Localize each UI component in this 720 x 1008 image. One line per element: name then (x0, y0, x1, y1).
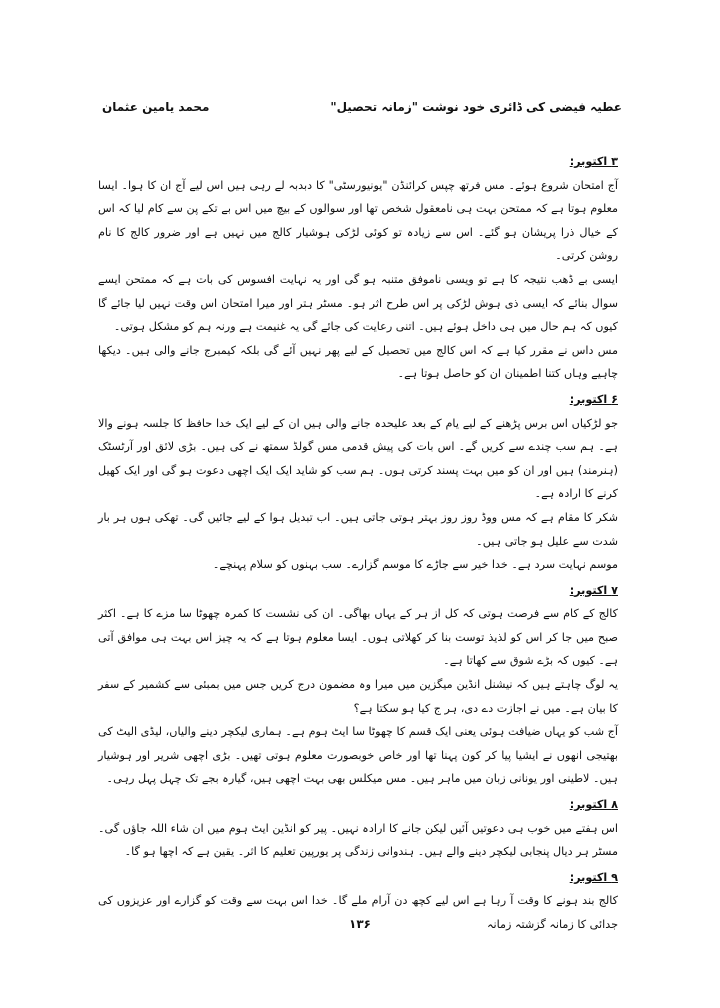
entry-paragraph: کالج کے کام سے فرصت ہوتی کہ کل از ہر کے یہاں بھاگی۔ ان کی نشست کا کمرہ چھوٹا سا مزے کا ہے۔ اکثر صبح میں جا کر اس کو لذیذ توست بنا کر کھلاتی ہوں۔ ایسا معلوم ہوتا ہے کہ یہ چیز اس بہت ہی موافق آتی ہے۔ کیوں کہ بڑے شوق سے کھاتا ہے۔ (98, 607, 618, 668)
running-header (102, 100, 622, 122)
entry-date: ۹ اکتوبر: (569, 870, 618, 884)
diary-body (98, 148, 618, 937)
entry-paragraph: یہ لوگ چاہتے ہیں کہ نیشنل انڈین میگزین میں میرا وہ مضمون درج کریں جس میں بمبئی سے کشمیر کے سفر کا بیان ہے۔ میں نے اجازت دے دی، ہر ج کیا ہو سکتا ہے؟ (98, 678, 618, 715)
entry-date: ۷ اکتوبر: (569, 583, 618, 597)
entry-paragraph: موسم نہایت سرد ہے۔ خدا خیر سے جاڑے کا موسم گزارے۔ سب بہنوں کو سلام پہنچے۔ (212, 558, 618, 572)
entry-date: ۶ اکتوبر: (569, 392, 618, 406)
page-number: ۱۳۶ (349, 917, 371, 931)
entry-paragraph: جو لڑکیاں اس برس پڑھنے کے لیے یام کے بعد علیحدہ جانے والی ہیں ان کے لیے ایک خدا حافظ کا جلسہ ہونے والا ہے۔ ہم سب چندے سے کریں گے۔ اس بات کی پیش قدمی مس گولڈ سمتھ نے کی ہیں۔ بڑی لائق اور آرٹسٹک (ہنرمند) ہیں اور ان کو میں بہت پسند کرتی ہوں۔ ہم سب کو شاید ایک ایک اچھی دعوت ہو گی اور ایک کھیل کرنے کا ارادہ ہے۔ (98, 416, 618, 501)
entry-paragraph: ایسی بے ڈھب نتیجہ کا ہے تو ویسی ناموفق متنبہ ہو گی اور یہ نہایت افسوس کی بات ہے کہ ممتحن ایسے سوال بنائے کہ ایسی ذی ہوش لڑکی پر اس طرح اثر ہو۔ مسٹر ہتر اور میرا امتحان اس وقت نہیں لیا جائے گا کیوں کہ ہم حال میں ہی داخل ہوئے ہیں۔ اتنی رعایت کی جائے گی یہ غنیمت ہے ورنہ ہم کو مشکل ہوتی۔ (98, 272, 618, 334)
entry-paragraph: کالج بند ہونے کا وقت آ رہا ہے اس لیے کچھ دن آرام ملے گا۔ خدا اس بہت سے وقت کو گزارے اور عزیزوں کی جدائی کا زمانہ گزشتہ زمانہ (98, 894, 618, 931)
entry-date: ۳ اکتوبر: (569, 155, 618, 168)
header-title: عطیہ فیضی کی ڈائری خود نوشت "زمانہ تحصیل" (330, 100, 622, 114)
header-author: محمد یامین عثمان (102, 100, 210, 114)
entry-date: ۸ اکتوبر: (569, 798, 618, 812)
entry-paragraph: آج شب کو یہاں ضیافت ہوئی یعنی ایک قسم کا چھوٹا سا ایٹ ہوم ہے۔ ہماری لیکچر دینے والیاں، لیڈی الیٹ کی بھتیجی انھوں نے ایشیا پیا کر کون پہنا تھا اور خاص خوبصورت معلوم ہوتی تھیں۔ بڑی اچھی شریر اور ہوشیار ہیں۔ لاطینی اور یونانی زبان میں ماہر ہیں۔ مس میکلس بھی بہت اچھی ہیں، گیارہ بجے تک چہل پہل رہی۔ (98, 725, 618, 786)
entry-paragraph: مس داس نے مقرر کیا ہے کہ اس کالج میں تحصیل کے لیے پھر نہیں آئے گی بلکہ کیمبرج جانے والی ہیں۔ دیکھا چاہیے وہاں کتنا اطمینان ان کو حاصل ہوتا ہے۔ (98, 343, 618, 381)
entry-paragraph: آج امتحان شروع ہوئے۔ مس فرتھ چپس کرائنڈن "یونیورسٹی" کا دبدبہ لے رہی ہیں اس لیے آج ان کا ہوا۔ ایسا معلوم ہوتا ہے کہ ممتحن بہت ہی نامعقول شخص تھا اور سوالوں کے بیچ میں اس بے تکے پن سے کام لیا کہ اس کے خیال ذرا پریشان ہو گئے۔ اس سے زیادہ تو کوئی لڑکی ہوشیار کالج میں نہیں ہے اور ضرور کالج کا نام روشن کرتی۔ (98, 178, 618, 263)
entry-paragraph: شکر کا مقام ہے کہ مس ووڈ روز روز بہتر ہوتی جاتی ہیں۔ اب تبدیل ہوا کے لیے جائیں گی۔ تھکی ہوں ہر بار شدت سے علیل ہو جاتی ہیں۔ (98, 510, 618, 548)
entry-paragraph: اس ہفتے میں خوب ہی دعوتیں آئیں لیکن جانے کا ارادہ نہیں۔ پیر کو انڈین ایٹ ہوم میں ان شاء اللہ جاؤں گی۔ مسٹر ہر دیال پنجابی لیکچر دینے والے ہیں۔ ہندوانی زندگی پر یورپین تعلیم کا اثر۔ یقین ہے کہ اچھا ہو گا۔ (98, 821, 618, 859)
